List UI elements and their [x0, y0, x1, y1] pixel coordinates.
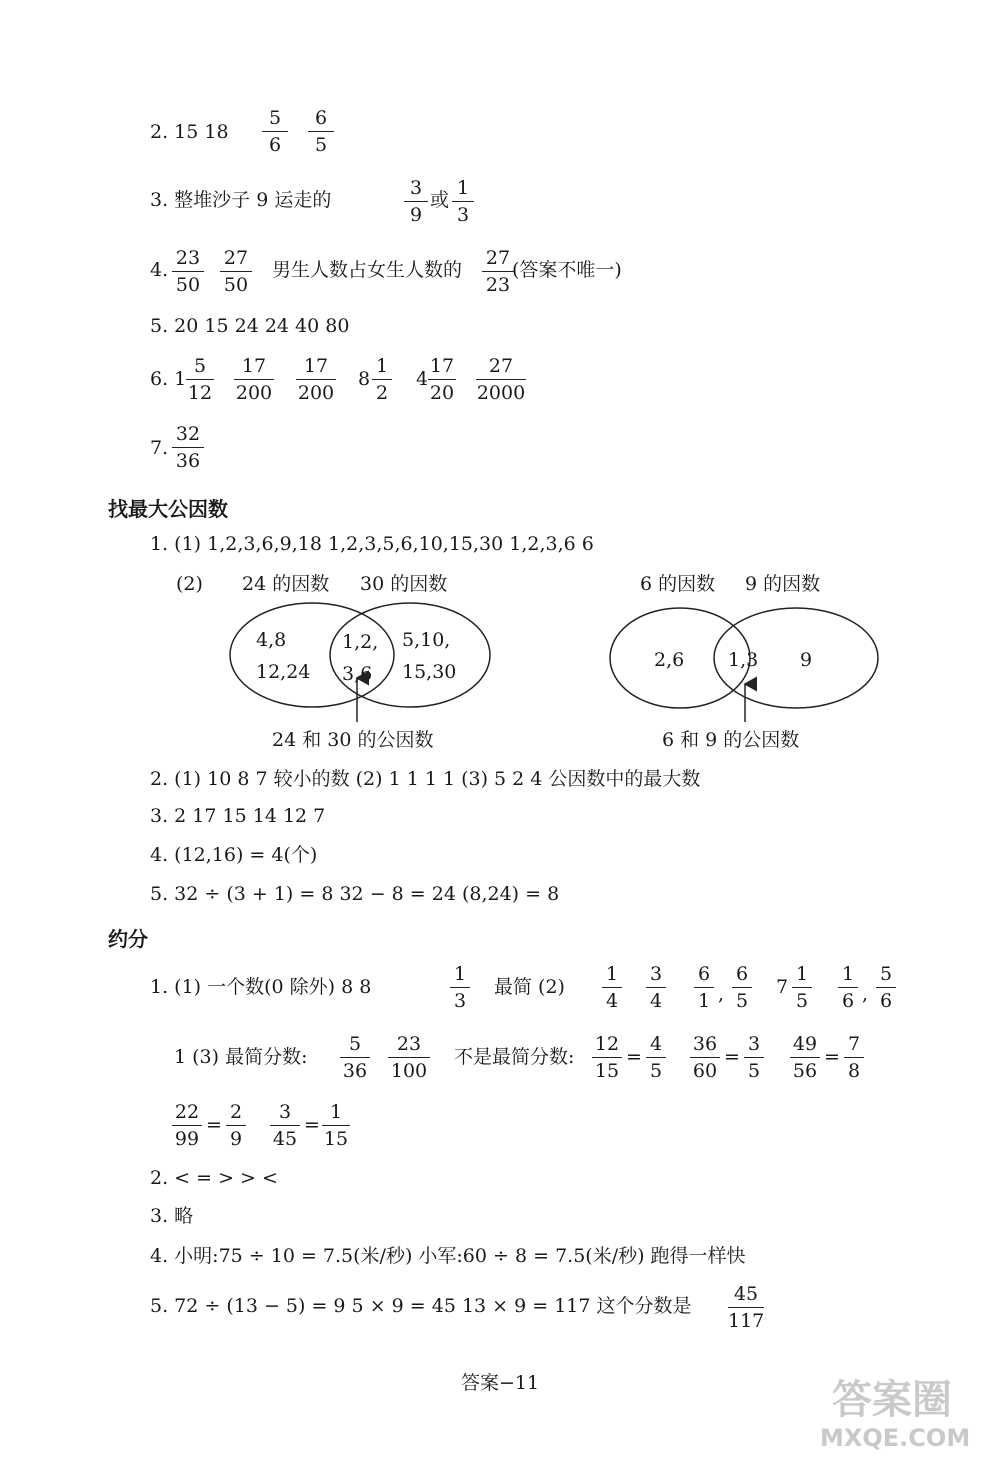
yf-bushi: 不是最简分数: — [454, 1046, 575, 1068]
venn-right-common: 1,3 — [728, 649, 759, 671]
yf-eq: = — [724, 1046, 740, 1068]
q6-text: 6. 1 — [150, 368, 187, 390]
q5-text: 5. 20 15 24 24 40 80 — [150, 315, 350, 337]
gcf-q3: 3. 2 17 15 14 12 7 — [150, 805, 326, 827]
fraction: 7 8 — [844, 1032, 864, 1083]
fraction: 17 20 — [429, 355, 455, 404]
venn-right-title-b: 9 的因数 — [745, 573, 821, 595]
page-footer: 答案−11 — [460, 1372, 540, 1394]
fraction: 6 5 — [732, 962, 752, 1013]
yf-comma: , — [862, 983, 869, 1005]
fraction: 32 36 — [172, 422, 204, 473]
watermark-url: MXQE.COM — [820, 1424, 971, 1452]
q4-sentence: 男生人数占女生人数的 — [272, 259, 463, 281]
venn-left-right-1: 5,10, — [402, 629, 451, 651]
fraction: 23 100 — [388, 1032, 430, 1083]
fraction: 22 99 — [172, 1100, 202, 1151]
yf-q1-text: 1. (1) 一个数(0 除外) 8 8 — [150, 976, 372, 998]
venn-left-title-a: 24 的因数 — [242, 573, 330, 595]
fraction: 1 6 — [838, 962, 858, 1013]
fraction: 1 15 — [323, 1101, 349, 1150]
gcf-q1-1: 1. (1) 1,2,3,6,9,18 1,2,3,5,6,10,15,30 1,2,3,6 6 — [150, 533, 594, 555]
yf-q4: 4. 小明:75 ÷ 10 = 7.5(米/秒) 小军:60 ÷ 8 = 7.5(米/秒) 跑得一样快 — [150, 1245, 746, 1267]
venn-left-right-2: 15,30 — [402, 661, 457, 683]
venn-left-circle-b — [330, 603, 490, 707]
fraction: 17 200 — [297, 355, 335, 404]
yf-q5: 5. 72 ÷ (13 − 5) = 9 5 × 9 = 45 13 × 9 = 117 这个分数是 — [150, 1295, 692, 1317]
q4-text: 4. — [150, 259, 169, 281]
q6-whole-4: 4 — [416, 368, 429, 390]
fraction: 45 117 — [728, 1283, 765, 1332]
venn-left-common-1: 1,2, — [342, 631, 379, 653]
yf-eq: = — [626, 1046, 642, 1068]
yf-q3: 3. 略 — [150, 1205, 194, 1227]
yf-comma: , — [718, 983, 725, 1005]
yf-eq: = — [206, 1114, 222, 1136]
q6-whole-8: 8 — [358, 368, 371, 390]
fraction: 5 36 — [340, 1032, 370, 1083]
gcf-q2: 2. (1) 10 8 7 较小的数 (2) 1 1 1 1 (3) 5 2 4 公因数中的最大数 — [150, 768, 701, 790]
fraction: 1 3 — [452, 176, 474, 227]
venn-left-only-2: 12,24 — [256, 661, 311, 683]
fraction: 3 5 — [744, 1032, 764, 1083]
fraction: 1 2 — [372, 354, 392, 405]
watermark-logo: 答案圈 — [832, 1377, 952, 1423]
fraction: 17 200 — [235, 355, 273, 404]
fraction: 1 3 — [450, 962, 470, 1013]
q7-text: 7. — [150, 437, 169, 459]
fraction: 5 6 — [876, 962, 896, 1013]
fraction: 1 4 — [602, 962, 622, 1013]
venn-left-only-1: 4,8 — [256, 629, 287, 651]
fraction: 2 9 — [226, 1100, 246, 1151]
yf-q1-zuijian: 最简 (2) — [494, 976, 565, 998]
yf-eq: = — [824, 1046, 840, 1068]
fraction: 1 5 — [792, 962, 812, 1013]
fraction: 4 5 — [646, 1032, 666, 1083]
fraction: 36 60 — [690, 1032, 720, 1083]
fraction: 27 23 — [482, 246, 514, 297]
fraction: 23 50 — [172, 246, 204, 297]
venn-right-title-a: 6 的因数 — [640, 573, 716, 595]
venn-left-caption: 24 和 30 的公因数 — [272, 729, 434, 751]
fraction: 27 2000 — [476, 355, 526, 404]
fraction: 6 1 — [694, 962, 714, 1013]
q3-text: 3. 整堆沙子 9 运走的 — [150, 189, 332, 211]
fraction: 3 45 — [270, 1100, 300, 1151]
yf-whole-7: 7 — [776, 976, 789, 998]
fraction: 12 15 — [592, 1032, 622, 1083]
venn-left-circle-a — [230, 603, 394, 707]
fraction: 3 9 — [404, 176, 428, 227]
venn-right-right: 9 — [800, 649, 813, 671]
section-heading-gcf: 找最大公因数 — [108, 497, 228, 521]
q4-note: (答案不唯一) — [512, 259, 622, 281]
fraction: 5 6 — [262, 106, 288, 157]
fraction: 3 4 — [646, 962, 666, 1013]
q2-text: 2. 15 18 — [150, 121, 229, 143]
q3-or: 或 — [430, 189, 450, 211]
gcf-q4: 4. (12,16) = 4(个) — [150, 844, 318, 866]
yf-eq: = — [304, 1114, 320, 1136]
gcf-q5: 5. 32 ÷ (3 + 1) = 8 32 − 8 = 24 (8,24) = 8 — [150, 883, 560, 905]
fraction: 5 12 — [187, 355, 213, 404]
fraction: 6 5 — [308, 106, 334, 157]
venn-left-title-b: 30 的因数 — [360, 573, 448, 595]
yf-q2: 2. < = > > < — [150, 1167, 278, 1189]
section-heading-yuefen: 约分 — [108, 927, 148, 951]
gcf-q1-2-label: (2) — [176, 573, 203, 595]
venn-left-common-2: 3,6 — [342, 663, 373, 685]
venn-right-left: 2,6 — [654, 649, 685, 671]
venn-right-caption: 6 和 9 的公因数 — [662, 729, 800, 751]
fraction: 27 50 — [220, 246, 252, 297]
fraction: 49 56 — [790, 1032, 820, 1083]
yf-q1-line2: 1 (3) 最简分数: — [174, 1046, 308, 1068]
